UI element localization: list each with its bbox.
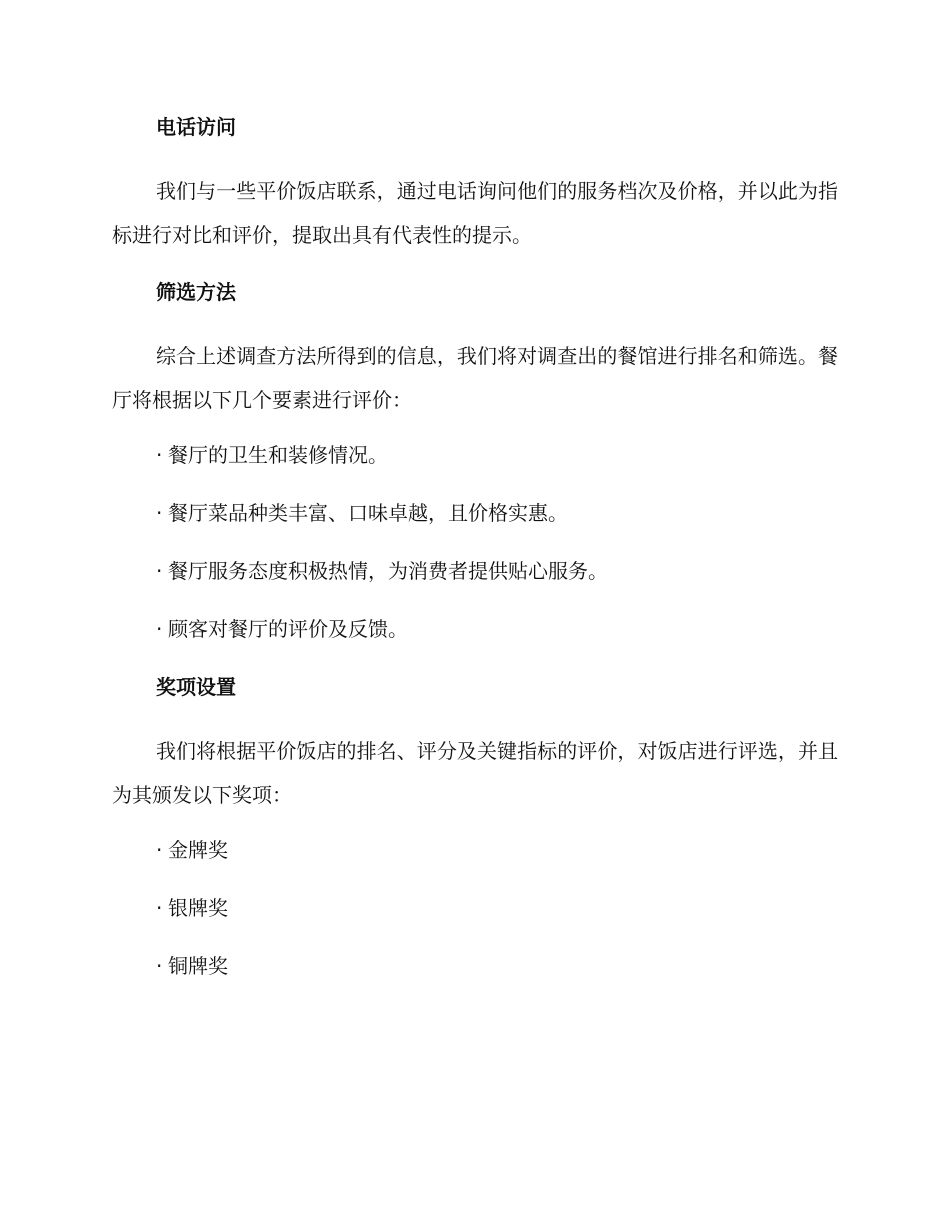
section-heading-phone-survey: 电话访问 (156, 115, 236, 139)
list-item-text: 金牌奖 (168, 838, 228, 862)
bullet-icon: · (156, 559, 163, 583)
section-paragraph-award-settings: 我们将根据平价饭店的排名、评分及关键指标的评价，对饭店进行评选，并且为其颁发以下奖项： (112, 739, 838, 807)
section-heading-award-settings: 奖项设置 (156, 675, 236, 699)
list-item-text: 铜牌奖 (168, 954, 228, 978)
list-item-text: 银牌奖 (168, 896, 228, 920)
list-item-text: 餐厅的卫生和装修情况。 (168, 443, 388, 467)
list-item (112, 440, 838, 470)
list-item-text: 餐厅菜品种类丰富、口味卓越，且价格实惠。 (168, 501, 568, 525)
section-paragraph-phone-survey: 我们与一些平价饭店联系，通过电话询问他们的服务档次及价格，并以此为指标进行对比和评价，提取出具有代表性的提示。 (112, 179, 838, 247)
bullet-icon: · (156, 443, 163, 467)
bullet-icon: · (156, 954, 163, 978)
list-item (112, 556, 838, 586)
list-item-text: 顾客对餐厅的评价及反馈。 (168, 617, 408, 641)
list-item (112, 498, 838, 528)
bullet-icon: · (156, 501, 163, 525)
list-item (112, 893, 838, 923)
list-item (112, 614, 838, 644)
section-paragraph-screening-method: 综合上述调查方法所得到的信息，我们将对调查出的餐馆进行排名和筛选。餐厅将根据以下几个要素进行评价： (112, 344, 838, 412)
bullet-icon: · (156, 896, 163, 920)
list-item-text: 餐厅服务态度积极热情，为消费者提供贴心服务。 (168, 559, 608, 583)
list-item (112, 835, 838, 865)
list-item (112, 951, 838, 981)
bullet-icon: · (156, 838, 163, 862)
section-heading-screening-method: 筛选方法 (156, 280, 236, 304)
bullet-icon: · (156, 617, 163, 641)
